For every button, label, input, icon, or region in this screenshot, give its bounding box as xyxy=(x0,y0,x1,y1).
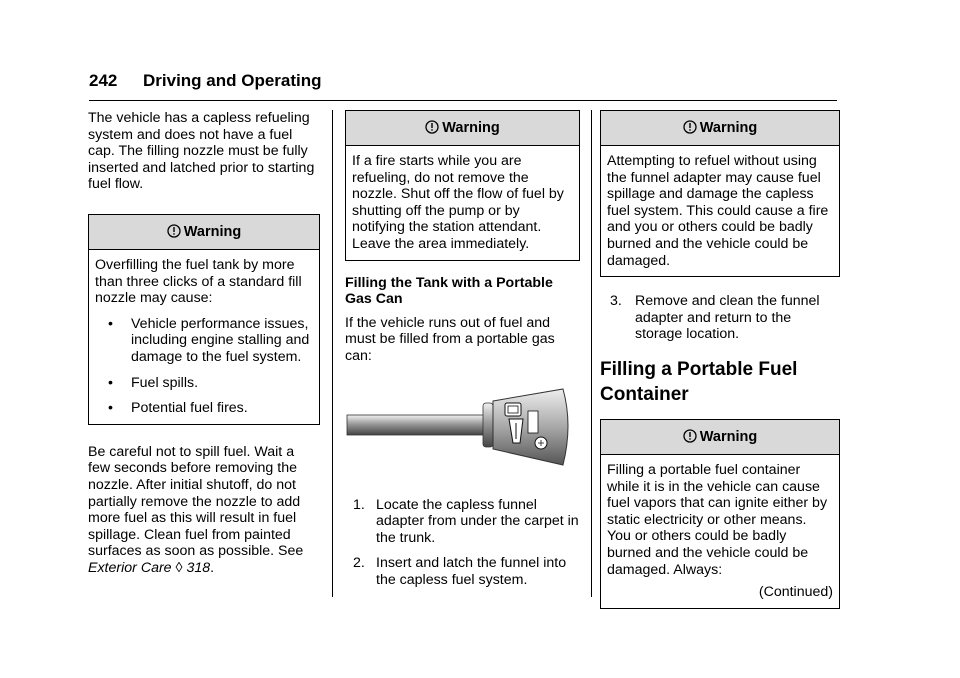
step-text: Remove and clean the funnel adapter and return to the storage location. xyxy=(635,293,820,343)
warning-icon xyxy=(683,429,697,443)
warning-header xyxy=(346,111,579,146)
care-text: Be careful not to spill fuel. Wait a few seconds before removing the nozzle. After initial shutoff, do not partially remove the nozzle to add more fuel as this will result in fuel spillage. Clean fuel from painted surfaces as soon as possible. See xyxy=(88,443,304,560)
warning-body xyxy=(601,455,839,608)
link-text: Exterior Care xyxy=(88,559,172,576)
warning-title: Warning xyxy=(699,428,758,445)
warning-body: Attempting to refuel without using the funnel adapter may cause fuel spillage and damage the capless fuel system. This could cause a fire and you or others could be badly burned and the vehicle could be damaged. xyxy=(607,153,829,269)
step-item xyxy=(600,293,840,343)
list-item xyxy=(95,316,313,366)
list-item-text: Fuel spills. xyxy=(131,374,199,391)
step-number: 2. xyxy=(353,555,365,572)
link-page: 318 xyxy=(186,559,211,576)
warning-icon xyxy=(683,120,697,134)
warning-box-overfill xyxy=(88,214,320,425)
intro-paragraph: The vehicle has a capless refueling system and does not have a fuel cap. The filling nozzle must be fully inserted and latched prior to starting fuel flow. xyxy=(88,110,315,193)
warning-title: Warning xyxy=(442,120,500,136)
step-number: 1. xyxy=(353,496,365,513)
bullet-icon: • xyxy=(108,374,113,391)
warning-header xyxy=(601,111,839,146)
column-divider-right xyxy=(591,110,592,597)
warning-title: Warning xyxy=(699,120,758,136)
warning-title: Warning xyxy=(183,223,242,240)
list-item xyxy=(95,400,313,417)
warning-body xyxy=(89,250,319,424)
warning-header xyxy=(89,215,319,250)
step-text: Locate the capless funnel adapter from under the carpet in the trunk. xyxy=(376,496,579,546)
warning-box-fire xyxy=(345,110,580,261)
column-left xyxy=(88,110,320,576)
column-divider-left xyxy=(332,110,333,597)
link-suffix: . xyxy=(210,559,215,576)
section-title: Driving and Operating xyxy=(143,71,322,90)
page-header xyxy=(89,70,837,101)
gas-can-paragraph: If the vehicle runs out of fuel and must be filled from a portable gas can: xyxy=(345,314,555,364)
continued-label: (Continued) xyxy=(758,584,833,601)
funnel-adapter-illustration xyxy=(345,385,575,469)
care-paragraph xyxy=(88,444,320,577)
step-item xyxy=(345,497,580,547)
bullet-icon: • xyxy=(108,315,113,332)
warning-box-funnel xyxy=(600,110,840,277)
warning-header xyxy=(601,420,839,455)
step-item xyxy=(345,555,580,588)
bullet-icon: • xyxy=(108,400,113,417)
subsection-heading: Filling the Tank with a Portable Gas Can xyxy=(345,274,553,308)
warning-icon xyxy=(167,224,181,238)
warning-box-portable-container xyxy=(600,419,840,609)
list-item-text: Vehicle performance issues, including engine stalling and damage to the fuel system. xyxy=(131,315,310,365)
column-right xyxy=(600,110,840,609)
page-number: 242 xyxy=(89,71,118,90)
warning-text: Filling a portable fuel container while it is in the vehicle can cause fuel vapors that can ignite either by static electricity or other means. You or others could be badly burned and the vehicle could be damaged. Always: xyxy=(607,461,828,578)
warning-body: If a fire starts while you are refueling, do not remove the nozzle. Shut off the flow of fuel by shutting off the pump or by notifying the station attendant. Leave the area immediately. xyxy=(352,153,564,252)
warning-text: Overfilling the fuel tank by more than three clicks of a standard fill nozzle may cause: xyxy=(95,256,302,307)
warning-icon xyxy=(425,120,439,134)
section-heading: Filling a Portable Fuel Container xyxy=(600,358,798,405)
column-middle xyxy=(345,110,580,589)
list-item-text: Potential fuel fires. xyxy=(131,400,248,417)
page-ref-icon: ◊ xyxy=(175,559,183,576)
exterior-care-link[interactable] xyxy=(88,560,210,576)
step-number: 3. xyxy=(610,293,622,310)
step-text: Insert and latch the funnel into the capless fuel system. xyxy=(376,555,567,588)
list-item xyxy=(95,375,313,392)
